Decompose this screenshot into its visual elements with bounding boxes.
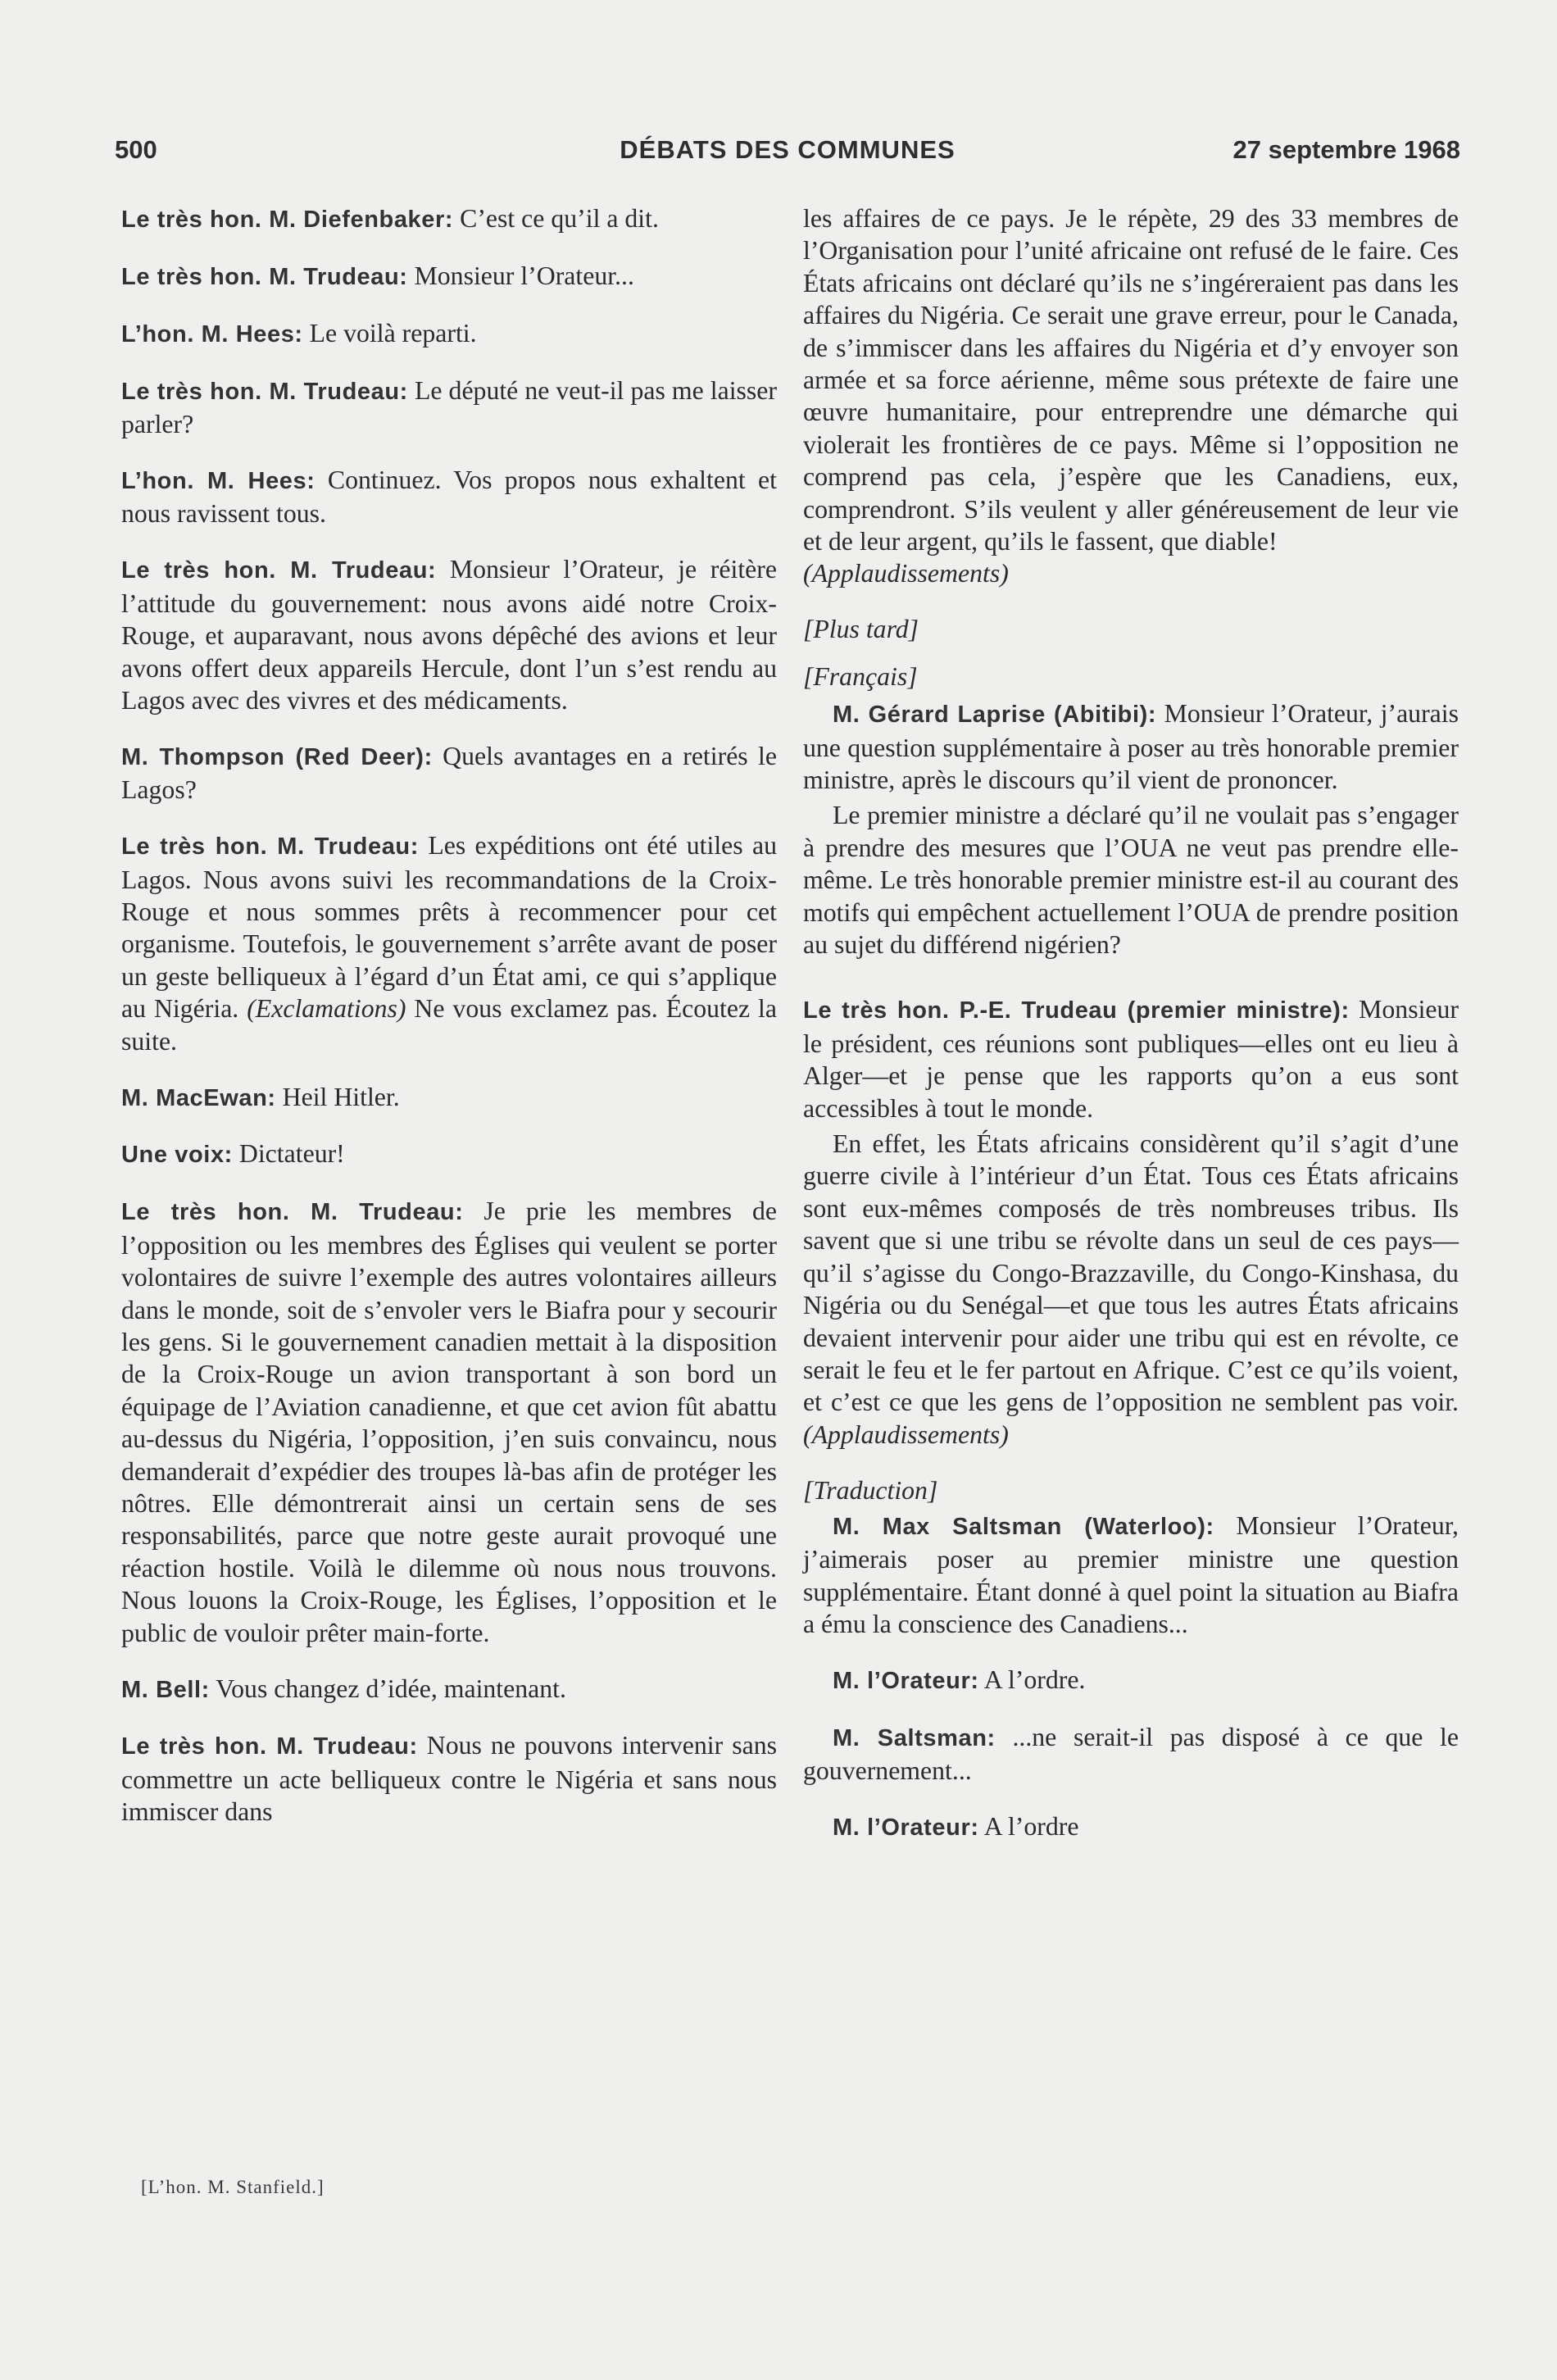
page-date: 27 septembre 1968 bbox=[1232, 135, 1460, 164]
speaker-name: M. Max Saltsman (Waterloo): bbox=[833, 1514, 1214, 1541]
left-column bbox=[121, 202, 777, 1851]
speech-text: A l’ordre. bbox=[978, 1665, 1086, 1695]
speech-text: Ne vous exclamez pas. Écoutez la suite. bbox=[121, 994, 777, 1056]
speech-trudeau-5 bbox=[121, 1195, 777, 1649]
speech-trudeau-4 bbox=[121, 829, 777, 1057]
speech-text: Le député ne veut-il pas me laisser parler? bbox=[121, 375, 777, 439]
speech-text: Monsieur l’Orateur, j’aimerais poser au premier ministre une question supplémentaire. Étant donné à quel point la situation au Biafra a ému la conscience des Canadiens... bbox=[803, 1511, 1459, 1639]
speech-orateur-1 bbox=[803, 1664, 1459, 1697]
speaker-name: L’hon. M. Hees: bbox=[121, 320, 303, 347]
speech-pe-trudeau bbox=[803, 993, 1459, 1124]
speech-text: Monsieur l’Orateur, j’aurais une question supplémentaire à poser au très honorable premier ministre, après le discours qu’il vient de prononcer. bbox=[803, 699, 1459, 794]
speech-laprise bbox=[803, 697, 1459, 796]
stage-direction: (Applaudissements) bbox=[803, 1419, 1009, 1449]
speech-trudeau-1 bbox=[121, 260, 777, 293]
speaker-name: Le très hon. M. Trudeau: bbox=[121, 378, 408, 405]
speech-text: Vous changez d’idée, maintenant. bbox=[209, 1674, 566, 1703]
speech-text: Heil Hitler. bbox=[275, 1082, 400, 1111]
speech-text: Les expéditions ont été utiles au Lagos. Nous avons suivi les recommandations de la Croix-Rouge et nous sommes prêts à recommencer pour cet organisme. Toutefois, le gouvernement s’arrête avant de poser un geste belliqueux à l’égard d’un État ami, ce qui s’applique au Nigéria. bbox=[121, 831, 778, 1024]
speaker-name: Le très hon. M. Trudeau: bbox=[121, 1733, 418, 1760]
speaker-name: Le très hon. M. Trudeau: bbox=[121, 833, 420, 861]
footnote-speaker-attribution: [L’hon. M. Stanfield.] bbox=[141, 2177, 325, 2197]
section-marker-later: [Plus tard] bbox=[803, 615, 919, 644]
speech-macewan bbox=[121, 1081, 777, 1115]
page-number: 500 bbox=[115, 135, 157, 164]
speaker-name: L’hon. M. Hees: bbox=[121, 468, 315, 495]
speech-trudeau-6 bbox=[121, 1729, 777, 1828]
speaker-name: Une voix: bbox=[121, 1142, 233, 1169]
speech-orateur-2 bbox=[803, 1810, 1459, 1844]
speech-text: Quels avantages en a retirés le Lagos? bbox=[121, 741, 777, 805]
speech-bell bbox=[121, 1673, 777, 1706]
speech-trudeau-2 bbox=[121, 375, 777, 441]
right-column bbox=[803, 202, 1459, 1868]
stage-direction: (Applaudissements) bbox=[803, 559, 1009, 588]
speech-trudeau-3 bbox=[121, 553, 777, 716]
speaker-name: Le très hon. M. Trudeau: bbox=[121, 263, 408, 290]
speech-text: C’est ce qu’il a dit. bbox=[453, 204, 659, 233]
speech-text: Monsieur l’Orateur... bbox=[407, 261, 634, 290]
speaker-name: Le très hon. M. Trudeau: bbox=[121, 557, 437, 584]
speaker-name: M. l’Orateur: bbox=[833, 1668, 979, 1695]
speech-text: ...ne serait-il pas disposé à ce que le gouvernement... bbox=[803, 1723, 1459, 1786]
speech-text: Nous ne pouvons intervenir sans commettre un acte belliqueux contre le Nigéria et sans nous immiscer dans bbox=[121, 1731, 777, 1827]
speech-pe-trudeau-2 bbox=[803, 1128, 1459, 1451]
speech-text: les affaires de ce pays. Je le répète, 29 des 33 membres de l’Organisation pour l’unité africaine ont refusé de le faire. Ces États africains ont déclaré qu’ils ne s’ingéreraient pas dans les affaires du Nigéria. Ce serait une grave erreur, pour le Canada, de s’immiscer dans les affaires du Nigéria et d’y envoyer son armée et sa force aérienne, même sous prétexte de faire une œuvre humanitaire, pour entreprendre une démarche qui violerait les frontières de ce pays. Même si l’opposition ne comprend pas cela, j’espère que les Canadiens, eux, comprendront. S’ils veulent y aller généreusement de leur vie et de leur argent, qu’ils le fassent, que diable! bbox=[803, 204, 1459, 556]
speaker-name: M. Gérard Laprise (Abitibi): bbox=[833, 702, 1157, 729]
speech-text: Monsieur le président, ces réunions sont publiques—elles ont eu lieu à Alger—et je pense que les rapports qu’on a eus sont accessibles à tout le monde. bbox=[803, 995, 1459, 1123]
speaker-name: M. Saltsman: bbox=[833, 1725, 996, 1752]
speaker-name: M. Bell: bbox=[121, 1676, 210, 1703]
speech-hees-2 bbox=[121, 464, 777, 530]
speaker-name: Le très hon. M. Trudeau: bbox=[121, 1199, 464, 1226]
section-marker-translation: [Traduction] bbox=[803, 1475, 938, 1505]
speech-diefenbaker bbox=[121, 202, 777, 236]
speech-text: Je prie les membres de l’opposition ou les membres des Églises qui veulent se porter volontaires de suivre l’exemple des autres volontaires ailleurs dans le monde, soit de s’envoler vers le Biafra pour y secourir les gens. Si le gouvernement canadien mettait à la disposition de la Croix-Rouge un avion transportant à son bord un équipage de l’Aviation canadienne, et que cet avion fût abattu au-dessus du Nigéria, l’opposition, j’en suis convaincu, nous demanderait d’expédier des troupes là-bas afin de protéger les nôtres. Elle démontrerait ainsi un certain sens de ses responsabilités, parce que notre geste aurait provoqué une réaction hostile. Voilà le dilemme où nous nous trouvons. Nous louons la Croix-Rouge, les Églises, l’opposition et le public de vouloir prêter main-forte. bbox=[121, 1197, 777, 1647]
stage-direction: (Exclamations) bbox=[247, 994, 406, 1024]
section-marker-french: [Français] bbox=[803, 661, 918, 691]
speech-text: Dictateur! bbox=[232, 1139, 345, 1169]
page-header bbox=[115, 135, 1460, 176]
speaker-name: M. Thompson (Red Deer): bbox=[121, 743, 433, 770]
speaker-name: Le très hon. P.-E. Trudeau (premier ministre): bbox=[803, 997, 1350, 1024]
speech-une-voix bbox=[121, 1138, 777, 1171]
speech-text: En effet, les États africains considèrent qu’il s’agit d’une guerre civile à l’intérieur d’un État. Tous ces États africains sont eux-mêmes composés de très nombreuses tribus. Ils savent que si une tribu se révolte dans un seul de ces pays—qu’il s’agisse du Congo-Brazzaville, du Congo-Kinshasa, du Nigéria ou du Senégal—et que tous les autres États africains devaient intervenir pour aider une tribu qui est en révolte, ce serait le feu et le fer partout en Afrique. C’est ce qu’ils voient, et c’est ce que les gens de l’opposition ne semblent pas voir. bbox=[803, 1129, 1459, 1417]
speech-thompson bbox=[121, 740, 777, 806]
speaker-name: Le très hon. M. Diefenbaker: bbox=[121, 207, 454, 233]
speech-laprise-2: Le premier ministre a déclaré qu’il ne voulait pas s’engager à prendre des mesures que l’OUA ne veut pas prendre elle-même. Le très honorable premier ministre est-il au courant des motifs qui empêchent actuellement l’OUA de prendre position au sujet du différend nigérien? bbox=[803, 801, 1459, 960]
running-title: DÉBATS DES COMMUNES bbox=[620, 135, 956, 164]
speech-text: Continuez. Vos propos nous exhaltent et nous ravissent tous. bbox=[121, 466, 778, 529]
speaker-name: M. MacEwan: bbox=[121, 1084, 276, 1111]
speech-hees-1 bbox=[121, 317, 777, 351]
speech-text: Monsieur l’Orateur, je réitère l’attitude du gouvernement: nous avons aidé notre Croix-Rouge, et auparavant, nous avons dépêché des avions et leur avons offert deux appareils Hercule, dont l’un s’est rendu au Lagos avec des vivres et des médicaments. bbox=[121, 555, 777, 715]
speech-saltsman-2 bbox=[803, 1721, 1459, 1787]
speech-saltsman bbox=[803, 1510, 1459, 1641]
speaker-name: M. l’Orateur: bbox=[833, 1815, 979, 1842]
speech-continuation bbox=[803, 202, 1459, 590]
speech-text: A l’ordre bbox=[978, 1812, 1079, 1842]
speech-text: Le voilà reparti. bbox=[302, 318, 477, 347]
